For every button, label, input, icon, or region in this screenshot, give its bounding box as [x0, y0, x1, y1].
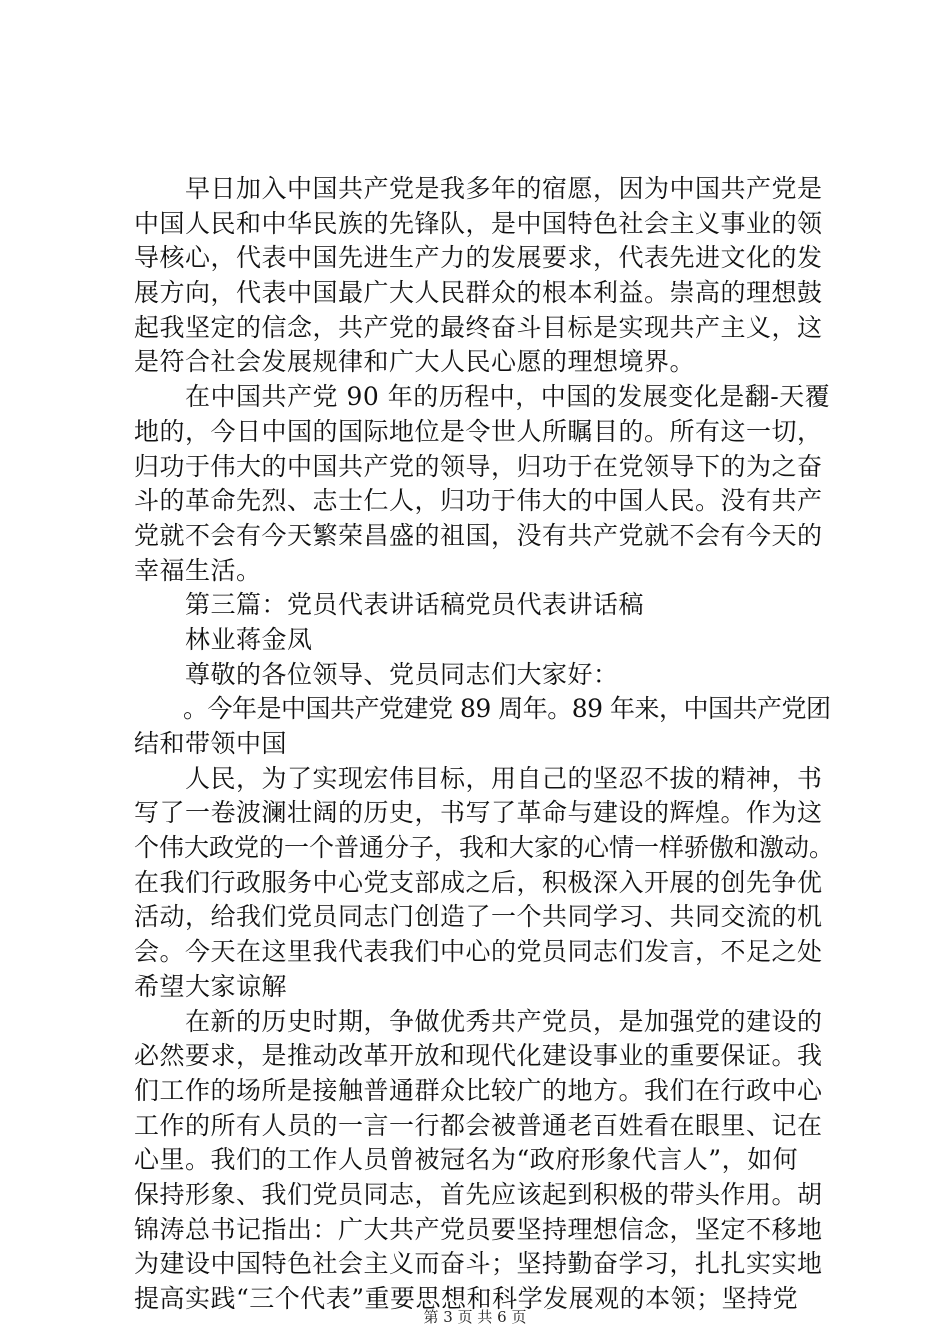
text-line: 写了一卷波澜壮阔的历史，书写了革命与建设的辉煌。作为这: [134, 798, 823, 828]
text-line: 。今年是中国共产党建党 89 周年。89 年来，中国共产党团: [134, 694, 831, 724]
text-line: 幸福生活。: [134, 555, 262, 585]
text-line: 展方向，代表中国最广大人民群众的根本利益。崇高的理想鼓: [134, 278, 823, 308]
text-line: 林业蒋金凤: [134, 624, 313, 654]
text-line: 归功于伟大的中国共产党的领导，归功于在党领导下的为之奋: [134, 451, 823, 481]
text-line: 锦涛总书记指出：广大共产党员要坚持理想信念，坚定不移地: [134, 1214, 823, 1244]
text-line: 斗的革命先烈、志士仁人，归功于伟大的中国人民。没有共产: [134, 486, 823, 516]
text-line: 必然要求，是推动改革开放和现代化建设事业的重要保证。我: [134, 1041, 823, 1071]
text-line: 结和带领中国: [134, 729, 288, 758]
text-line: 第三篇：党员代表讲话稿党员代表讲话稿: [134, 590, 645, 620]
text-line: 在我们行政服务中心党支部成之后，积极深入开展的创先争优: [134, 867, 823, 897]
text-line: 中国人民和中华民族的先锋队，是中国特色社会主义事业的领: [134, 208, 823, 238]
text-line: 导核心，代表中国先进生产力的发展要求，代表先进文化的发: [134, 243, 823, 273]
text-line: 是符合社会发展规律和广大人民心愿的理想境界。: [134, 347, 696, 377]
document-body: [134, 172, 834, 1317]
text-line: 心里。我们的工作人员曾被冠名为“政府形象代言人”，如何: [134, 1145, 799, 1175]
text-line: 希望大家谅解: [134, 971, 288, 1001]
text-line: 提高实践“三个代表”重要思想和科学发展观的本领；坚持党: [134, 1284, 799, 1313]
text-line: 早日加入中国共产党是我多年的宿愿，因为中国共产党是: [134, 174, 823, 203]
text-line: 工作的所有人员的一言一行都会被普通老百姓看在眼里、记在: [134, 1110, 823, 1140]
text-line: 个伟大政党的一个普通分子，我和大家的心情一样骄傲和激动。: [134, 833, 835, 863]
text-line: 们工作的场所是接触普通群众比较广的地方。我们在行政中心: [134, 1075, 823, 1105]
text-line: 为建设中国特色社会主义而奋斗；坚持勤奋学习，扎扎实实地: [134, 1249, 823, 1279]
text-line: 在中国共产党 90 年的历程中，中国的发展变化是翻-天覆: [134, 382, 831, 412]
text-line: 尊敬的各位领导、党员同志们大家好：: [134, 659, 619, 689]
text-line: 地的，今日中国的国际地位是令世人所瞩目的。所有这一切，: [134, 416, 823, 446]
text-line: 党就不会有今天繁荣昌盛的祖国，没有共产党就不会有今天的: [134, 520, 823, 550]
text-line: 人民，为了实现宏伟目标，用自己的坚忍不拔的精神，书: [134, 763, 823, 793]
text-line: 在新的历史时期，争做优秀共产党员，是加强党的建设的: [134, 1006, 823, 1036]
text-line: 活动，给我们党员同志门创造了一个共同学习、共同交流的机: [134, 902, 823, 932]
text-line: 会。今天在这里我代表我们中心的党员同志们发言，不足之处: [134, 937, 823, 967]
page-number-footer: 第 3 页 共 6 页: [423, 1308, 527, 1326]
text-line: 起我坚定的信念，共产党的最终奋斗目标是实现共产主义，这: [134, 312, 823, 342]
text-line: 保持形象、我们党员同志，首先应该起到积极的带头作用。胡: [134, 1179, 823, 1209]
